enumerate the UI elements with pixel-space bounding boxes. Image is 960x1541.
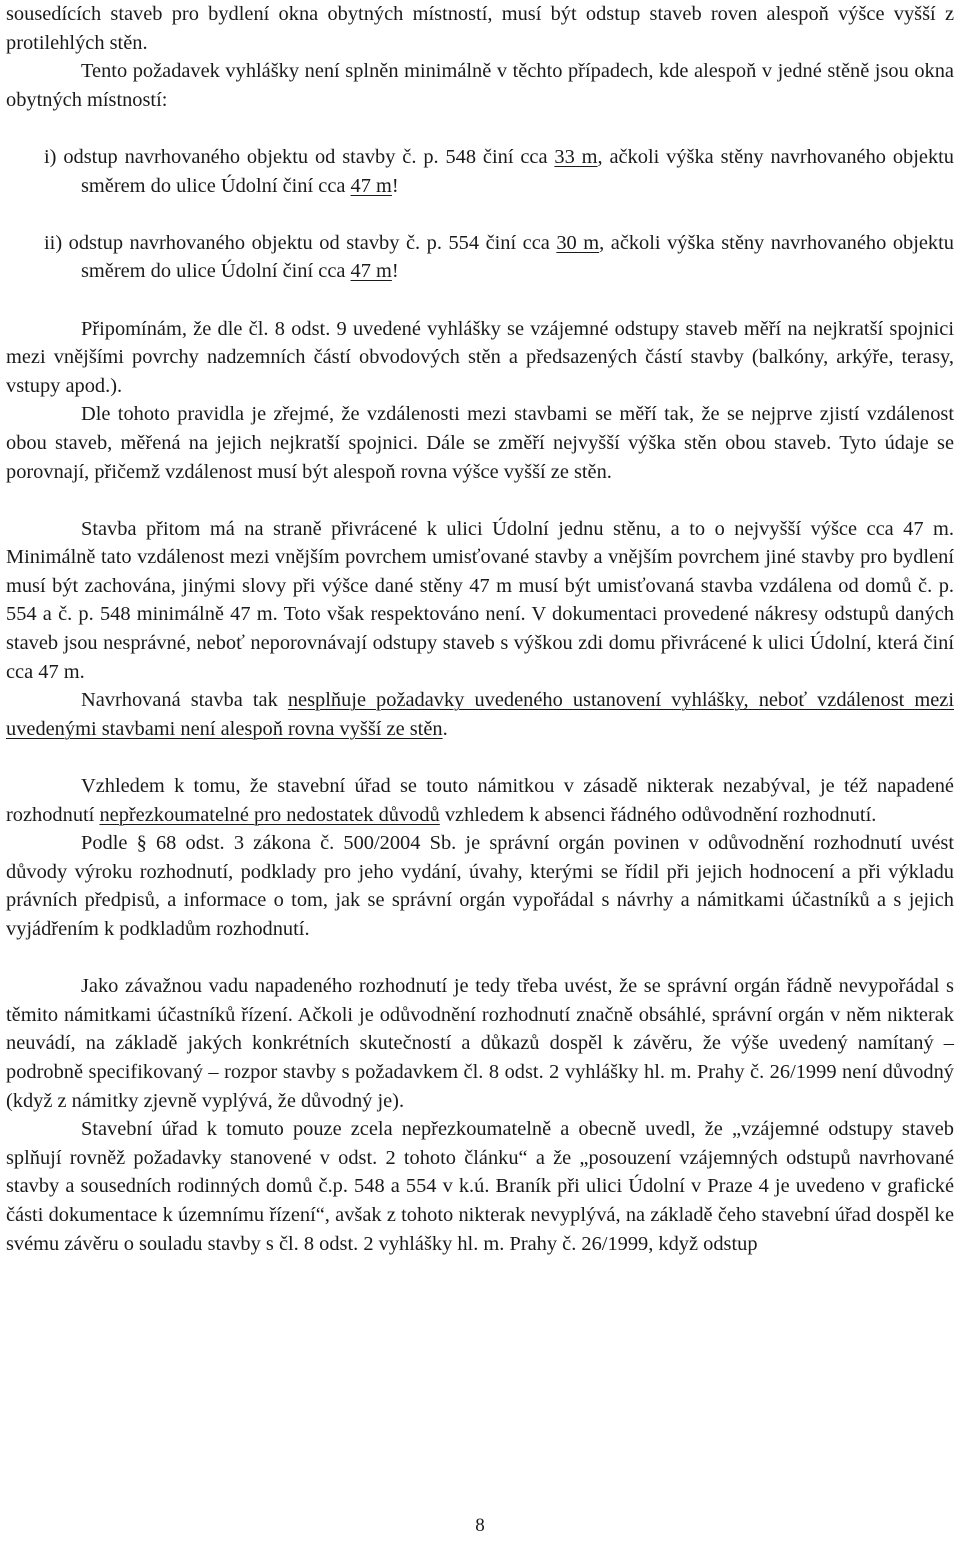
height-value: 47 m [350,174,392,197]
paragraph-vzhledem: Vzhledem k tomu, že stavební úřad se touto námitkou v zásadě nikterak nezabýval, je též napadené rozhodnutí nepřezkoumatelné pro nedostatek důvodů vzhledem k absenci řádného odůvodnění rozhodnutí. [6,775,954,826]
spacer [6,743,954,772]
distance-value: 33 m [554,145,598,168]
paragraph-stavba: Stavba přitom má na straně přivrácené k ulici Údolní jednu stěnu, a to o nejvyšší výšce cca 47 m. Minimálně tato vzdálenost mezi vnějším povrchem umisťované stavby a vnějším povrchem jiné stavby pro bydlení musí být zachována, jinými slovy při výšce dané stěny 47 m musí být umisťovaná stavba vzdálena od domů č. p. 554 a č. p. 548 minimálně 47 m. Toto však respektováno není. V dokumentaci provedené nákresy odstupů daných staveb jsou nesprávné, neboť neporovnávají odstupy staveb s výškou zdi domu přivrácené k ulici Údolní, která činí cca 47 m. [6,517,954,683]
spacer [6,944,954,973]
paragraph-reminder: Připomínám, že dle čl. 8 odst. 9 uvedené vyhlášky se vzájemné odstupy staveb měří na nejkratší spojnici mezi vnějšími povrchy nadzemních částí obvodových stěn a předsazených částí stavby (balkóny, arkýře, terasy, vstupy apod.). [6,317,954,397]
paragraph-intro-continuation: sousedících staveb pro bydlení okna obytných místností, musí být odstup staveb roven alespoň výšce vyšší z protilehlých stěn. [6,3,954,54]
paragraph-vada: Jako závažnou vadu napadeného rozhodnutí je tedy třeba uvést, že se správní orgán řádně nevypořádal s těmito námitkami účastníků řízení. Ačkoli je odůvodnění rozhodnutí značně obsáhlé, správní orgán v něm nikterak neuvádí, na základě jakých konkrétních skutečností a důkazů dospěl k závěru, že výše uvedený namítaný – podrobně specifikovaný – rozpor stavby s požadavkem čl. 8 odst. 2 vyhlášky hl. m. Prahy č. 26/1999 není důvodný (když z námitky zjevně vyplývá, že důvodný je). [6,975,954,1112]
list-item-ii: ii) odstup navrhovaného objektu od stavby č. p. 554 činí cca 30 m, ačkoli výška stěny navrhovaného objektu směrem do ulice Údolní činí cca 47 m! [44,231,954,283]
underlined-conclusion: nesplňuje požadavky uvedeného ustanovení vyhlášky, neboť vzdálenost mezi uvedenými stavbami není alespoň rovna vyšší ze stěn [6,689,954,740]
distance-value: 30 m [556,231,600,254]
list-item-label: ii) [44,231,63,254]
paragraph-rule: Dle tohoto pravidla je zřejmé, že vzdálenosti mezi stavbami se měří tak, že se nejprve zjistí vzdálenost obou staveb, měřená na jejich nejkratší spojnici. Dále se změří nejvyšší výška stěn obou staveb. Tyto údaje se porovnají, přičemž vzdálenost musí být alespoň rovna výšce vyšší ze stěn. [6,403,954,483]
paragraph-podle: Podle § 68 odst. 3 zákona č. 500/2004 Sb. je správní orgán povinen v odůvodnění rozhodnutí uvést důvody výroku rozhodnutí, podklady pro jeho vydání, úvahy, kterými se řídil při jejich hodnocení a při výkladu právních předpisů, a informace o tom, jak se správní orgán vypořádal s návrhy a námitkami účastníků a s jejich vyjádřením k podkladům rozhodnutí. [6,832,954,940]
list-item-i: i) odstup navrhovaného objektu od stavby č. p. 548 činí cca 33 m, ačkoli výška stěny navrhovaného objektu směrem do ulice Údolní činí cca 47 m! [44,145,955,197]
spacer [6,486,954,515]
document-page [6,0,954,1258]
paragraph-requirement-not-met: Tento požadavek vyhlášky není splněn minimálně v těchto případech, kde alespoň v jedné stěně jsou okna obytných místností: [6,60,954,111]
spacer [6,114,954,143]
page-number: 8 [475,1515,485,1536]
height-value: 47 m [350,260,392,283]
underlined-unreviewable: nepřezkoumatelné pro nedostatek důvodů [99,803,440,826]
paragraph-conclusion: Navrhovaná stavba tak nesplňuje požadavky uvedeného ustanovení vyhlášky, neboť vzdálenost mezi uvedenými stavbami není alespoň rovna vyšší ze stěn. [6,689,954,740]
spacer [6,286,954,315]
paragraph-urad: Stavební úřad k tomuto pouze zcela nepřezkoumatelně a obecně uvedl, že „vzájemné odstupy staveb splňují rovněž požadavky stanovené v odst. 2 tohoto článku“ a že „posouzení vzájemných odstupů navrhované stavby a sousedních rodinných domů č.p. 548 a 554 v k.ú. Braník při ulici Údolní v Praze 4 je uvedeno v grafické části dokumentace k územnímu řízení“, avšak z tohoto nikterak nevyplývá, na základě čeho stavební úřad dospěl ke svému závěru o souladu stavby s čl. 8 odst. 2 vyhlášky hl. m. Prahy č. 26/1999, když odstup [6,1118,954,1255]
spacer [6,200,954,229]
list-item-label: i) [44,145,57,168]
